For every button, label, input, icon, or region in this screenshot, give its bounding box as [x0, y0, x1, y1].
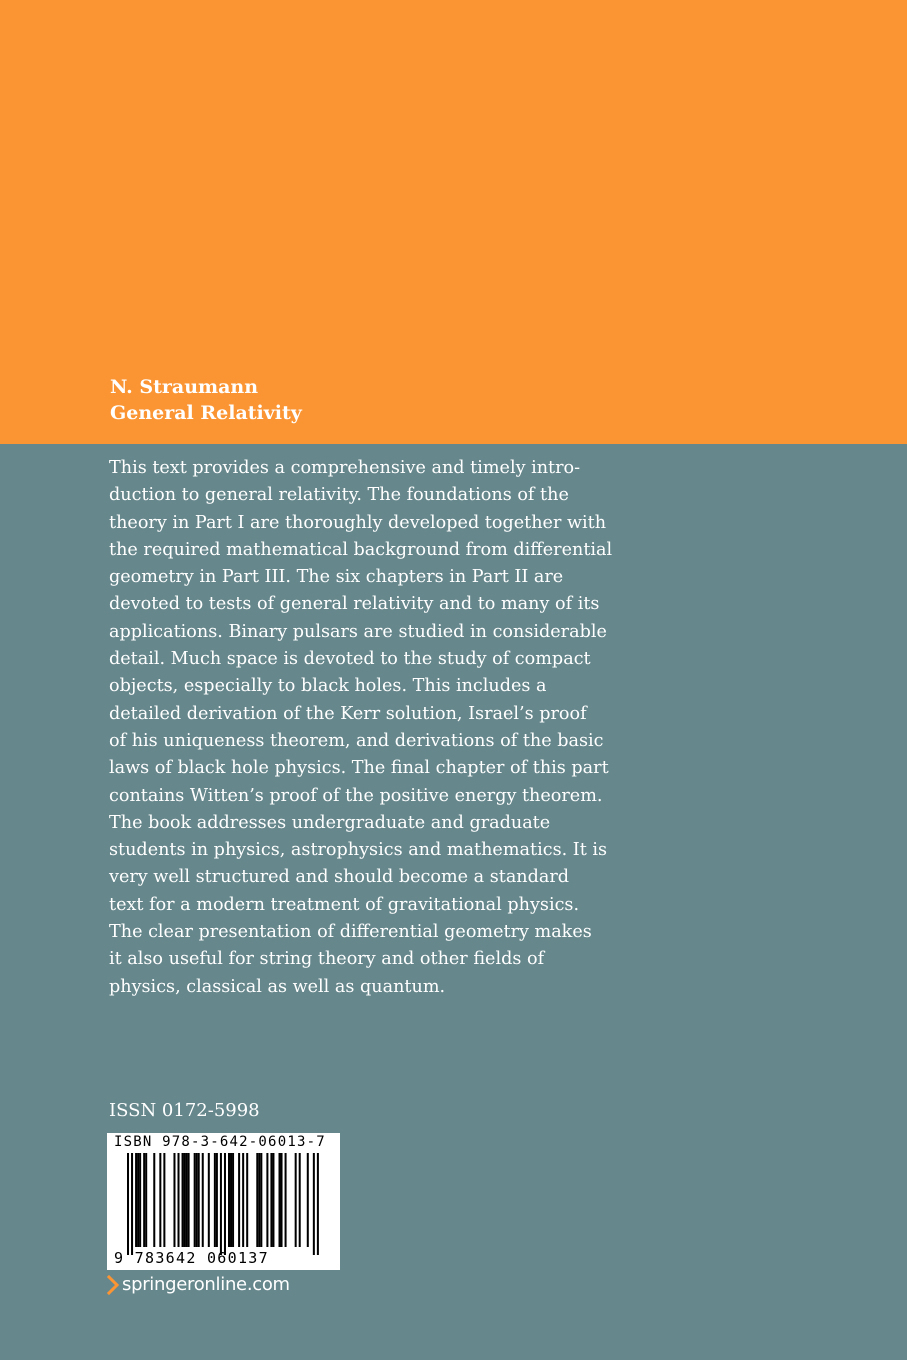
- barcode-bar: [194, 1153, 196, 1247]
- barcode-bar: [272, 1153, 274, 1247]
- isbn-barcode: [107, 1133, 340, 1270]
- barcode-bar: [208, 1153, 210, 1247]
- book-title: General Relativity: [110, 402, 302, 424]
- barcode-bar: [281, 1153, 283, 1247]
- barcode-bar: [196, 1153, 198, 1247]
- description-line: The book addresses undergraduate and graduate: [109, 812, 551, 833]
- description-line: of his uniqueness theorem, and derivations of the basic: [109, 730, 604, 751]
- publisher-url: springeronline.com: [122, 1274, 290, 1295]
- barcode-bar: [137, 1153, 139, 1247]
- barcode-bar: [224, 1153, 226, 1255]
- description-line: physics, classical as well as quantum.: [109, 976, 446, 997]
- description-line: text for a modern treatment of gravitational physics.: [109, 894, 580, 915]
- barcode-bar: [173, 1153, 175, 1247]
- barcode-bar: [299, 1153, 301, 1247]
- barcode-bar: [131, 1153, 133, 1255]
- barcode-bar: [143, 1153, 145, 1247]
- description-line: laws of black hole physics. The final chapter of this part: [109, 758, 609, 779]
- description-line: This text provides a comprehensive and timely intro-: [109, 458, 581, 478]
- barcode-bar: [214, 1153, 216, 1247]
- barcode-bar: [216, 1153, 218, 1247]
- description-line: duction to general relativity. The foundations of the: [109, 485, 569, 506]
- barcode-bar: [127, 1153, 129, 1255]
- description-line: applications. Binary pulsars are studied in considerable: [109, 621, 607, 642]
- barcode-bar: [317, 1153, 319, 1255]
- barcode-bar: [295, 1153, 297, 1247]
- barcode-bar: [260, 1153, 262, 1247]
- barcode-bar: [279, 1153, 281, 1247]
- description-line: theory in Part I are thoroughly developed together with: [109, 512, 607, 533]
- barcode-bar: [228, 1153, 230, 1247]
- barcode-bar: [258, 1153, 260, 1247]
- publisher-link[interactable]: [107, 1274, 290, 1295]
- barcode-bar: [238, 1153, 240, 1247]
- barcode-bar: [242, 1153, 244, 1247]
- orange-header-band: [0, 0, 907, 444]
- barcode-bar: [186, 1153, 188, 1247]
- description-line: geometry in Part III. The six chapters in Part II are: [109, 567, 564, 588]
- description-line: very well structured and should become a standard: [109, 867, 570, 888]
- barcode-bar: [178, 1153, 180, 1247]
- barcode-bar: [270, 1153, 272, 1247]
- barcode-bar: [198, 1153, 200, 1247]
- barcode-bar: [246, 1153, 248, 1247]
- barcode-bar: [307, 1153, 309, 1247]
- barcode-bar: [182, 1153, 184, 1247]
- issn-label: ISSN 0172-5998: [109, 1100, 260, 1121]
- isbn-text: ISBN 978-3-642-06013-7: [114, 1134, 326, 1150]
- barcode-bar: [153, 1153, 155, 1247]
- barcode-bar: [220, 1153, 222, 1255]
- description-line: contains Witten’s proof of the positive energy theorem.: [109, 785, 603, 806]
- barcode-bar: [139, 1153, 141, 1247]
- barcode-bar: [163, 1153, 165, 1247]
- barcode-bar: [145, 1153, 147, 1247]
- description-line: devoted to tests of general relativity and to many of its: [109, 594, 600, 615]
- barcode-bar: [230, 1153, 232, 1247]
- barcode-number: 9 783642 060137: [114, 1249, 269, 1267]
- author-name: N. Straumann: [110, 376, 259, 398]
- description-line: the required mathematical background from differential: [109, 539, 613, 560]
- barcode-bar: [232, 1153, 234, 1247]
- barcode-bar: [256, 1153, 258, 1247]
- barcode-bar: [285, 1153, 287, 1247]
- description-line: students in physics, astrophysics and mathematics. It is: [109, 840, 608, 861]
- barcode-bar: [202, 1153, 204, 1247]
- chevron-right-icon: [107, 1275, 119, 1295]
- description-line: detailed derivation of the Kerr solution, Israel’s proof: [109, 703, 587, 724]
- barcode-bar: [266, 1153, 268, 1247]
- description-line: it also useful for string theory and other fields of: [109, 949, 545, 970]
- barcode-bar: [159, 1153, 161, 1247]
- barcode-bar: [313, 1153, 315, 1255]
- description-line: objects, especially to black holes. This includes a: [109, 676, 547, 697]
- description-line: The clear presentation of differential geometry makes: [109, 922, 592, 943]
- barcode-bar: [184, 1153, 186, 1247]
- barcode-bar: [135, 1153, 137, 1247]
- book-description: [109, 455, 649, 1001]
- barcode-bar: [188, 1153, 190, 1247]
- description-line: detail. Much space is devoted to the study of compact: [109, 649, 591, 670]
